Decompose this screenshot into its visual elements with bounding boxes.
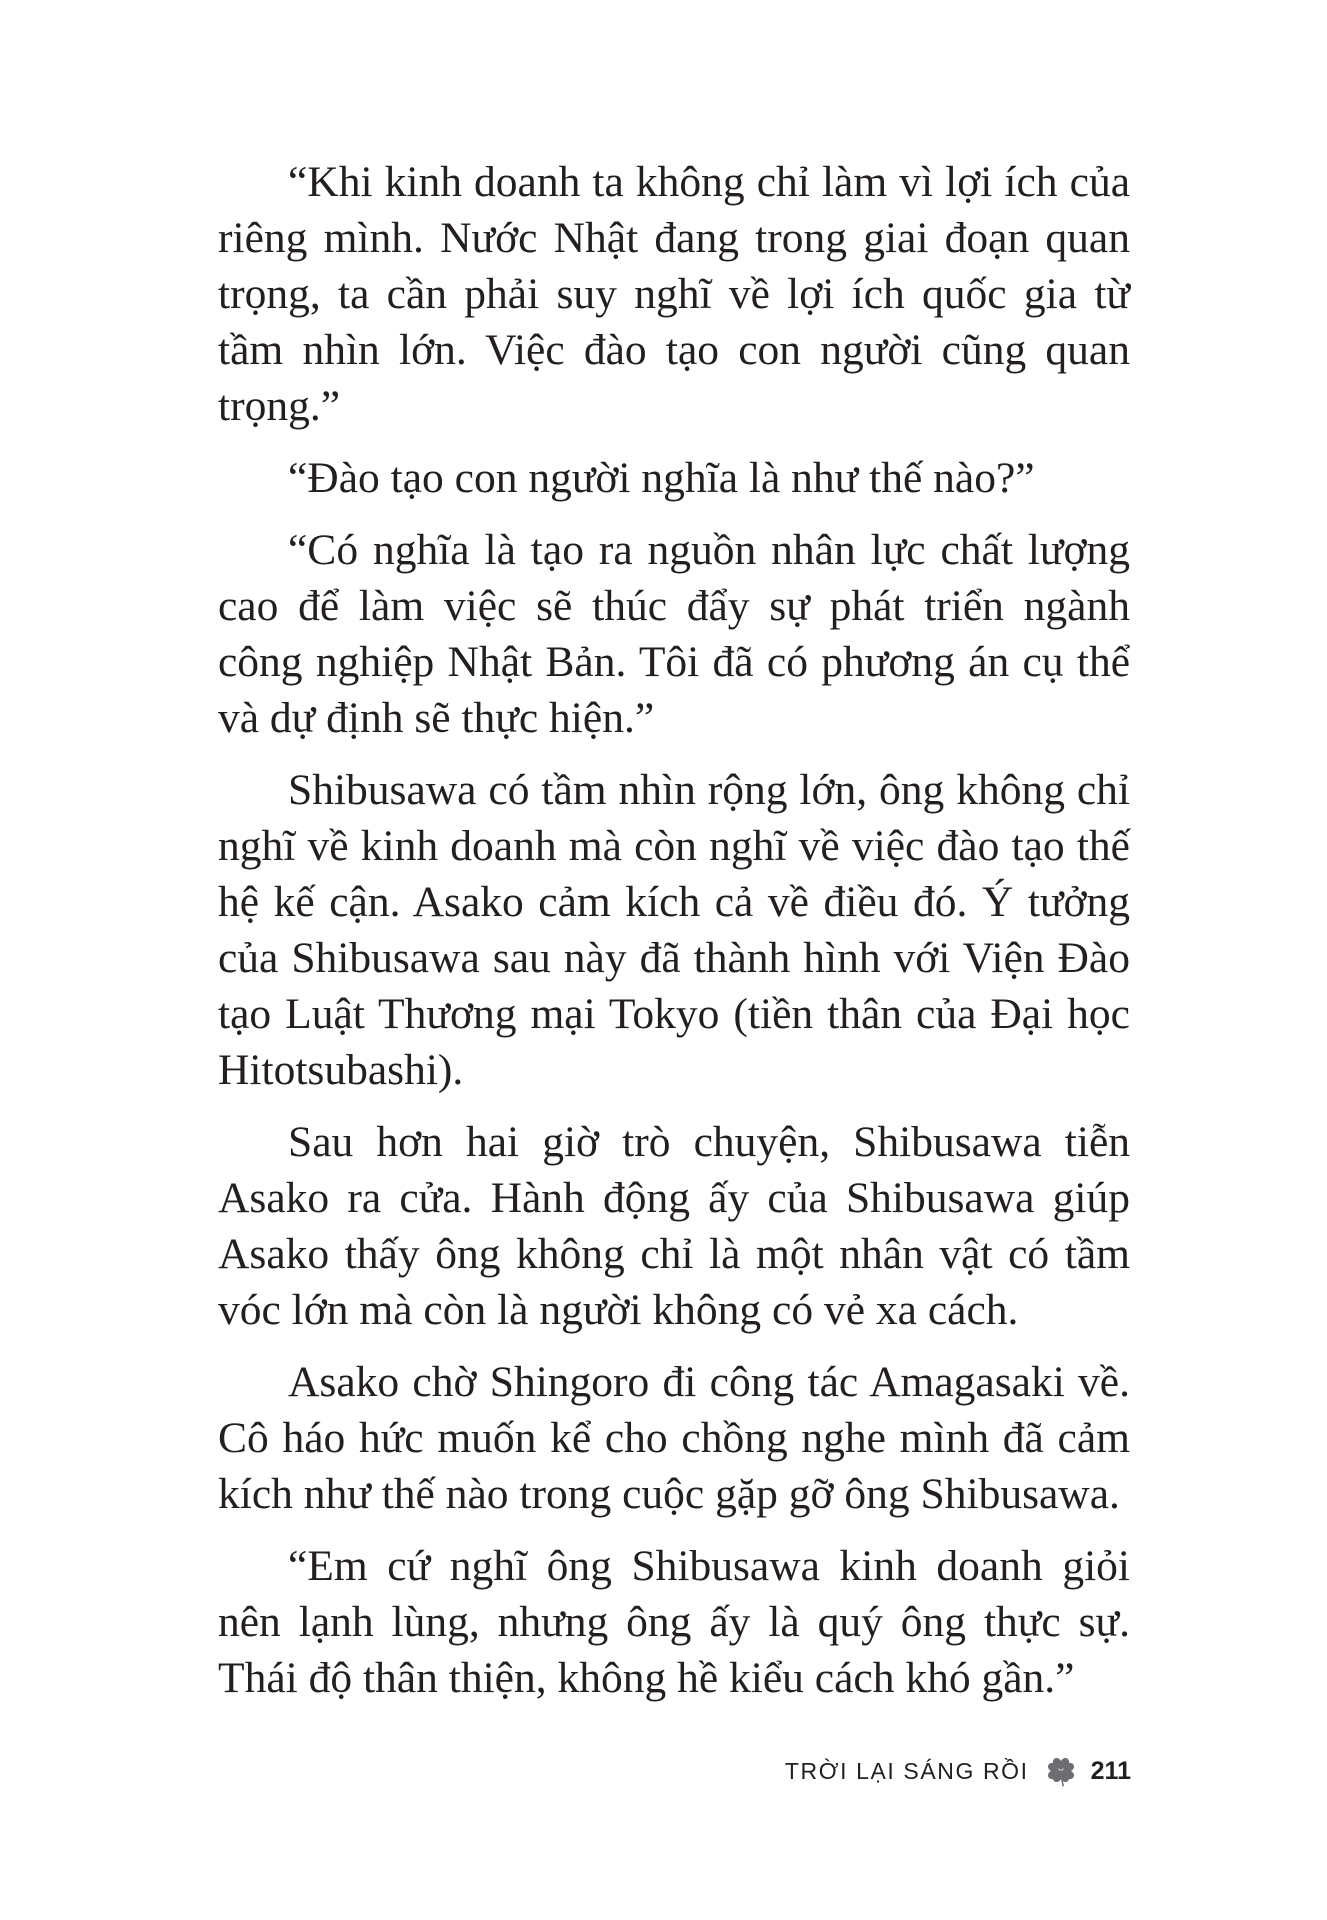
paragraph: “Có nghĩa là tạo ra nguồn nhân lực chất lượng cao để làm việc sẽ thúc đẩy sự phát triển ngành công nghiệp Nhật Bản. Tôi đã có phương án cụ thể và dự định sẽ thực hiện.”	[218, 526, 1130, 742]
page-footer	[785, 1753, 1131, 1789]
clover-icon	[1043, 1753, 1079, 1789]
running-title: TRỜI LẠI SÁNG RỒI	[784, 1757, 1029, 1784]
paragraph: “Đào tạo con người nghĩa là như thế nào?”	[288, 454, 1035, 502]
paragraph: Shibusawa có tầm nhìn rộng lớn, ông không chỉ nghĩ về kinh doanh mà còn nghĩ về việc đào tạo thế hệ kế cận. Asako cảm kích cả về điều đó. Ý tưởng của Shibusawa sau này đã thành hình với Viện Đào tạo Luật Thương mại Tokyo (tiền thân của Đại học Hitotsubashi).	[218, 766, 1130, 1094]
paragraph: Sau hơn hai giờ trò chuyện, Shibusawa tiễn Asako ra cửa. Hành động ấy của Shibusawa giúp Asako thấy ông không chỉ là một nhân vật có tầm vóc lớn mà còn là người không có vẻ xa cách.	[218, 1118, 1130, 1334]
paragraph: “Em cứ nghĩ ông Shibusawa kinh doanh giỏi nên lạnh lùng, nhưng ông ấy là quý ông thực sự. Thái độ thân thiện, không hề kiểu cách khó gần.”	[218, 1542, 1130, 1702]
page-number: 211	[1090, 1756, 1131, 1785]
paragraph: “Khi kinh doanh ta không chỉ làm vì lợi ích của riêng mình. Nước Nhật đang trong giai đoạn quan trọng, ta cần phải suy nghĩ về lợi ích quốc gia từ tầm nhìn lớn. Việc đào tạo con người cũng quan trọng.”	[218, 158, 1130, 430]
paragraph: Asako chờ Shingoro đi công tác Amagasaki về. Cô háo hức muốn kể cho chồng nghe mình đã cảm kích như thế nào trong cuộc gặp gỡ ông Shibusawa.	[218, 1358, 1130, 1518]
body-text	[218, 154, 1130, 1706]
